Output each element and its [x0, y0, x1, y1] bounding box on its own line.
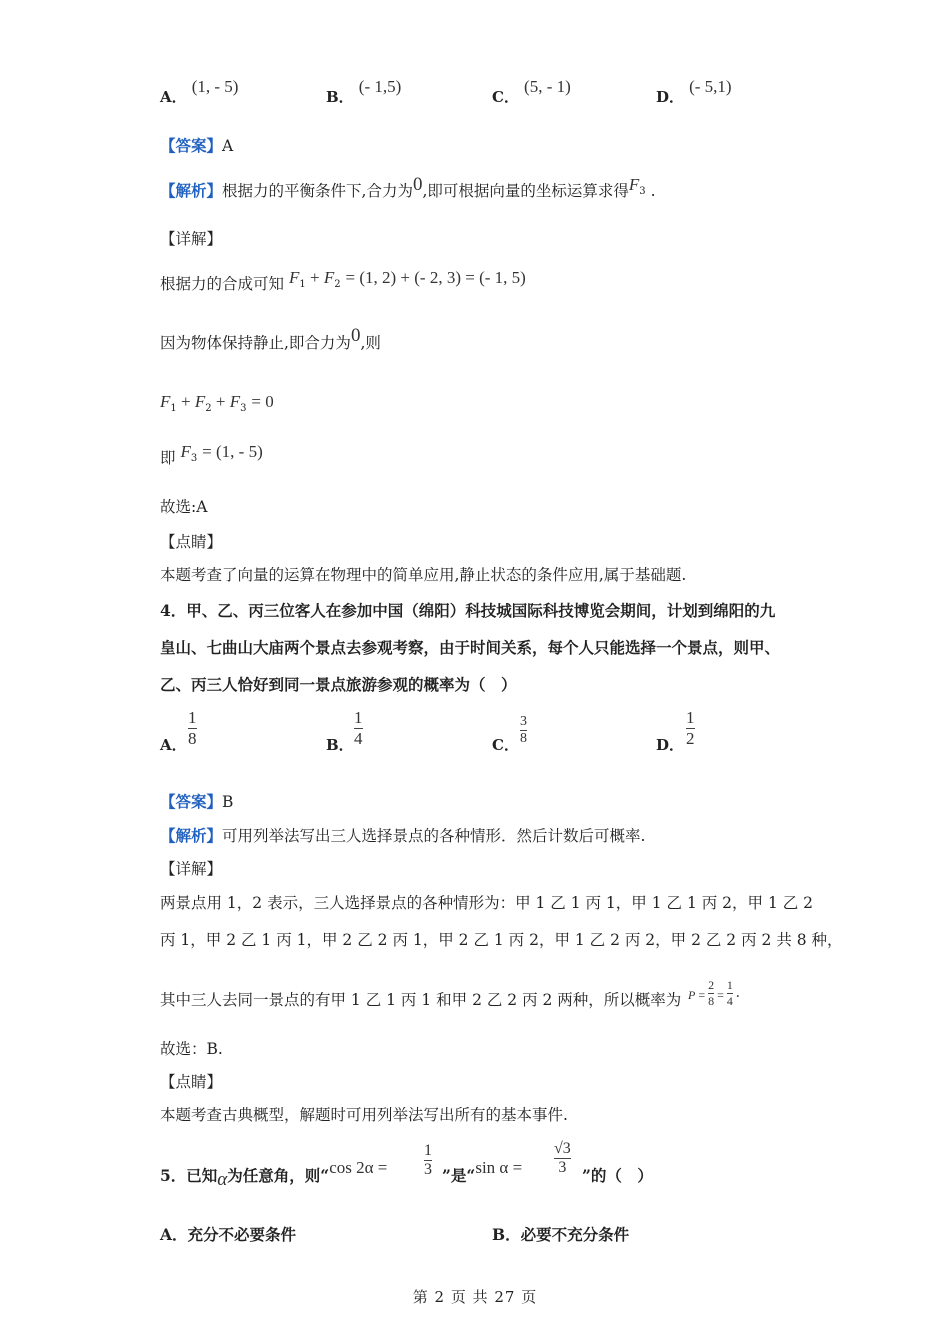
comment-text: 本题考查古典概型，解题时可用列举法写出所有的基本事件. — [160, 1106, 568, 1124]
answer-line — [160, 136, 233, 156]
math-zero: 0 — [412, 174, 423, 195]
question-stem-2: 皇山、七曲山大庙两个景点去参观考察，由于时间关系，每个人只能选择一个景点，则甲、 — [160, 638, 781, 657]
question-stem-3: 乙、丙三人恰好到同一景点旅游参观的概率为（ ） — [160, 675, 517, 694]
math-result: = 0 — [251, 392, 274, 411]
option-letter: A． — [160, 736, 187, 754]
option-a-fraction — [188, 708, 197, 749]
math-sub: 3 — [639, 186, 646, 197]
detail-text-end: ,则 — [360, 334, 381, 352]
option-letter: C． — [492, 736, 519, 754]
denominator: 3 — [558, 1159, 567, 1176]
option-letter: A． — [160, 88, 187, 106]
option-c-fraction — [520, 714, 527, 747]
question-stem-1: 4．甲、乙、丙三位客人在参加中国（绵阳）科技城国际科技博览会期间，计划到绵阳的九 — [160, 601, 776, 620]
comment-text: 本题考查了向量的运算在物理中的简单应用,静止状态的条件应用,属于基础题. — [160, 566, 687, 584]
option-value: (- 5,1) — [689, 77, 732, 96]
option-value: (- 1,5) — [358, 77, 402, 96]
detail-text: 根据力的合成可知 — [160, 275, 285, 293]
option-letter: C． — [492, 88, 519, 106]
option-d — [656, 77, 732, 107]
page-footer: 第 2 页 共 27 页 — [412, 1288, 538, 1306]
answer-tag: 【答案】 — [160, 792, 223, 811]
period: . — [735, 984, 740, 1001]
question-5-end: ”的（ ） — [582, 1166, 653, 1185]
analysis-text: 可用列举法写出三人选择景点的各种情形．然后计数后可概率. — [222, 827, 646, 845]
analysis-text: 根据力的平衡条件下,合力为 — [222, 182, 413, 200]
answer-line — [160, 792, 233, 812]
denominator: 4 — [726, 994, 733, 1008]
numerator: 1 — [354, 708, 363, 727]
numerator: 1 — [188, 708, 197, 727]
fraction-1-4 — [727, 978, 733, 1009]
analysis-text-mid: ,即可根据向量的坐标运算求得 — [422, 182, 629, 200]
numerator: 2 — [708, 978, 715, 992]
alpha-symbol: α — [217, 1169, 228, 1190]
option-value: (5, - 1) — [524, 77, 571, 96]
choice-line: 故选：B. — [160, 1040, 223, 1058]
comment-tag: 【点睛】 — [160, 1073, 223, 1091]
numerator: √3 — [554, 1140, 571, 1157]
analysis-tag: 【解析】 — [160, 826, 223, 845]
detail-line-1 — [160, 268, 526, 301]
analysis-line — [160, 174, 656, 208]
sin-expression: sin α = — [475, 1158, 523, 1177]
stem-text: 为任意角，则“ — [227, 1166, 330, 1185]
stem-text: ”是“ — [442, 1166, 476, 1185]
q5-option-a: A．充分不必要条件 — [160, 1225, 297, 1244]
option-value: (1, - 5) — [191, 77, 239, 96]
option-letter: D． — [656, 736, 685, 754]
denominator: 4 — [354, 729, 363, 748]
option-letter: B． — [326, 88, 354, 106]
math-var: F — [628, 175, 640, 194]
denominator: 2 — [686, 729, 695, 748]
q5-option-b: B．必要不充分条件 — [492, 1225, 630, 1244]
choice-line: 故选:A — [160, 498, 208, 516]
numerator: 1 — [726, 978, 733, 992]
detail-line-2 — [160, 325, 381, 353]
fraction-2-8 — [708, 978, 714, 1009]
probability-formula: P = $\frac{2}{8}$ = $\frac{1}{4}$ . — [688, 978, 740, 1008]
option-a — [160, 77, 239, 107]
option-b — [326, 77, 402, 107]
detail-tag: 【详解】 — [160, 860, 223, 878]
math-expression: $F_1 + F_2 = (1$, 2) + (- 2, 3) = (- 1, 5) — [288, 268, 526, 290]
detail-line-2: 丙 1，甲 2 乙 1 丙 1，甲 2 乙 2 丙 1，甲 2 乙 1 丙 2，甲 1 乙 2 丙 2，甲 2 乙 2 丙 2 共 8 种， — [160, 931, 843, 949]
detail-line-1: 两景点用 1，2 表示，三人选择景点的各种情形为：甲 1 乙 1 丙 1，甲 1 乙 1 丙 2，甲 1 乙 2 — [160, 894, 814, 912]
question-5-stem — [160, 1158, 388, 1190]
denominator: 8 — [520, 731, 527, 746]
detail-tag: 【详解】 — [160, 230, 223, 248]
denominator: 8 — [708, 994, 715, 1008]
analysis-line — [160, 826, 645, 846]
detail-text: 因为物体保持静止,即合力为 — [160, 334, 351, 352]
detail-text: 其中三人去同一景点的有甲 1 乙 1 丙 1 和甲 2 乙 2 丙 2 两种，所以概率为 — [160, 991, 682, 1009]
analysis-tag: 【解析】 — [160, 181, 223, 200]
answer-value: B — [222, 793, 234, 811]
stem-text: 5．已知 — [160, 1166, 218, 1185]
option-c — [492, 77, 571, 107]
answer-value: A — [222, 137, 234, 155]
option-b-fraction — [354, 708, 363, 749]
cos-fraction — [424, 1142, 432, 1179]
option-letter: B． — [326, 736, 354, 754]
math-zero: 0 — [350, 325, 361, 346]
denominator: 3 — [424, 1161, 432, 1178]
option-letter: D． — [656, 88, 685, 106]
analysis-end: . — [645, 182, 656, 200]
p-variable: P — [688, 988, 696, 1002]
detail-line-3 — [160, 990, 681, 1010]
numerator: 1 — [686, 708, 695, 727]
cos-expression: cos 2α = — [329, 1158, 388, 1177]
ji-line: 即 $F_3 = (1$, - 5) — [160, 442, 263, 467]
comment-tag: 【点睛】 — [160, 533, 223, 551]
sin-fraction — [554, 1140, 571, 1177]
denominator: 8 — [188, 729, 197, 748]
math-result: = (1, - 5) — [202, 442, 263, 461]
math-result: = (1, 2) + (- 2, 3) = (- 1, 5) — [345, 268, 526, 287]
answer-tag: 【答案】 — [160, 136, 223, 155]
equation-line: $F_1 + F_2 + F_3 = 0$ — [160, 392, 274, 414]
option-d-fraction — [686, 708, 695, 749]
question-5-mid — [442, 1158, 523, 1186]
ji-text: 即 — [160, 449, 176, 467]
numerator: 1 — [424, 1142, 432, 1159]
numerator: 3 — [520, 714, 527, 729]
